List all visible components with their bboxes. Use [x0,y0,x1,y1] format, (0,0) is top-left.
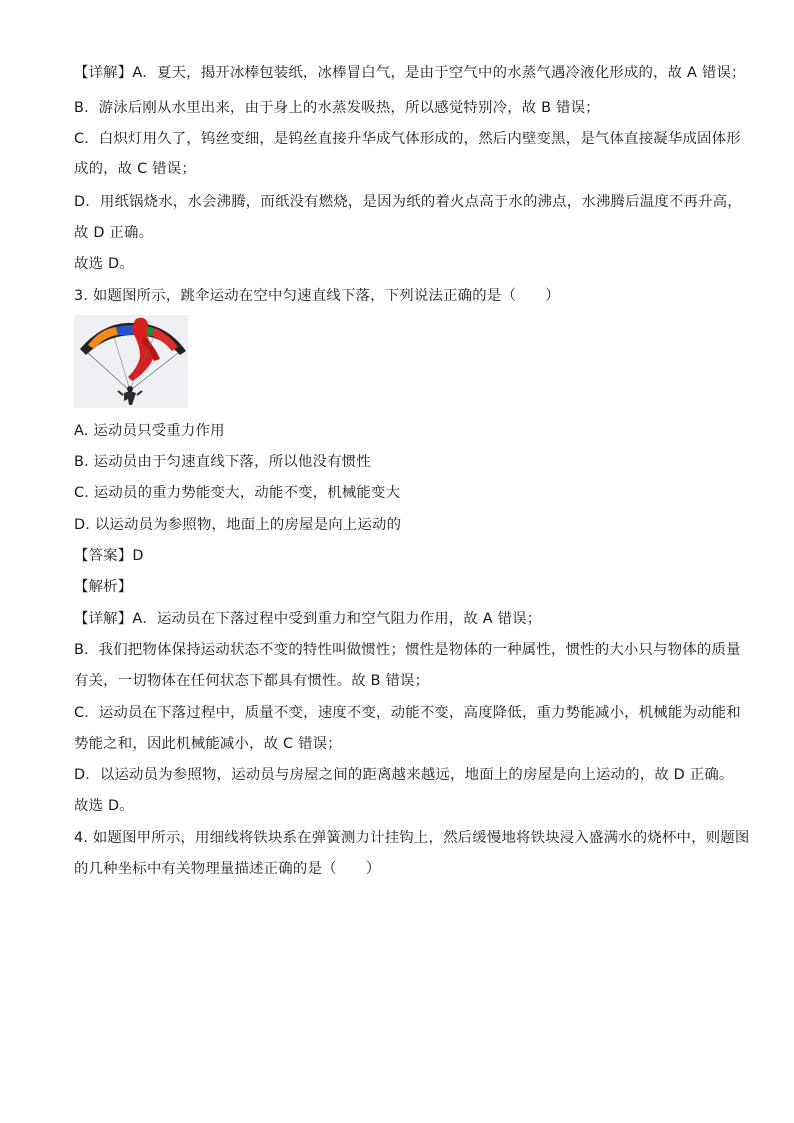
detail-line-5: 势能之和，因此机械能减小，故 C 错误； [74,736,342,752]
explanation-line-6: 故 D 正确。 [74,225,154,241]
detail-line-2: B．我们把物体保持运动状态不变的特性叫做惯性；惯性是物体的一种属性，惯性的大小只与物体的质量 [74,642,741,658]
parachute-photo [74,315,188,408]
detail-line-4: C．运动员在下落过程中，质量不变，速度不变，动能不变，高度降低，重力势能减小，机械能为动能和 [74,705,741,721]
analysis-label: 【解析】 [74,579,133,595]
explanation-line-4: 成的，故 C 错误； [74,161,196,177]
conclusion-line: 故选 D。 [74,256,134,272]
explanation-line-5: D．用纸锅烧水，水会沸腾，而纸没有燃烧，是因为纸的着火点高于水的沸点，水沸腾后温度不再升高， [74,194,742,210]
option-b: B. 运动员由于匀速直线下落，所以他没有惯性 [74,454,371,470]
option-d: D. 以运动员为参照物，地面上的房屋是向上运动的 [74,517,402,533]
option-c: C. 运动员的重力势能变大，动能不变，机械能变大 [74,485,401,501]
question-3-stem: 3. 如题图所示，跳伞运动在空中匀速直线下落，下列说法正确的是（ ） [74,288,560,304]
detail-line-3: 有关，一切物体在任何状态下都具有惯性。故 B 错误； [74,673,430,689]
explanation-line-2: B．游泳后刚从水里出来，由于身上的水蒸发吸热，所以感觉特别冷，故 B 错误； [74,100,600,116]
option-a: A. 运动员只受重力作用 [74,423,225,439]
explanation-line-3: C．白炽灯用久了，钨丝变细，是钨丝直接升华成气体形成的，然后内壁变黑，是气体直接凝华成固体形 [74,131,741,147]
question-4-stem-line-1: 4. 如题图甲所示，用细线将铁块系在弹簧测力计挂钩上，然后缓慢地将铁块浸入盛满水的烧杯中，则题图 [74,830,750,846]
question-4-stem-line-2: 的几种坐标中有关物理量描述正确的是（ ） [74,861,381,877]
detail-line-6: D．以运动员为参照物，运动员与房屋之间的距离越来越远，地面上的房屋是向上运动的，故 D 正确。 [74,767,734,783]
explanation-line-1: 【详解】A．夏天，揭开冰棒包装纸，冰棒冒白气，是由于空气中的水蒸气遇冷液化形成的，故 A 错误； [74,65,746,81]
detail-conclusion: 故选 D。 [74,798,134,814]
answer-label: 【答案】D [74,548,144,564]
detail-line-1: 【详解】A．运动员在下落过程中受到重力和空气阻力作用，故 A 错误； [74,611,542,627]
